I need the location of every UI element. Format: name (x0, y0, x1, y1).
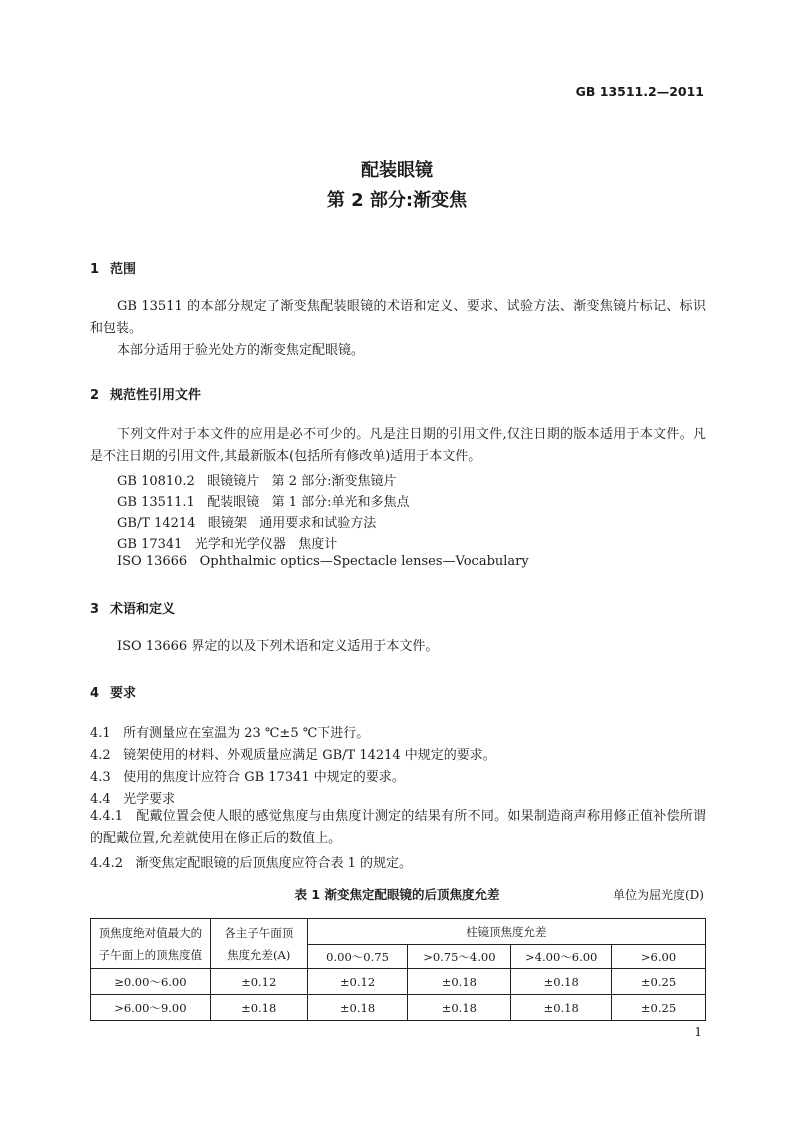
table-cell: ±0.18 (307, 995, 408, 1021)
section-number: 1 (90, 262, 100, 277)
reference-item: GB 17341 光学和光学仪器 焦度计 (117, 537, 338, 552)
clause-4-2: 4.2 镜架使用的材料、外观质量应满足 GB/T 14214 中规定的要求。 (90, 748, 496, 763)
table-cell: ±0.18 (408, 969, 511, 995)
table-cell: ±0.12 (307, 969, 408, 995)
section-number: 3 (90, 602, 100, 617)
subheader-cell: >4.00～6.00 (511, 945, 612, 969)
table-cell: ±0.18 (408, 995, 511, 1021)
subheader-cell: >0.75～4.00 (408, 945, 511, 969)
section-1-heading (90, 258, 136, 277)
section-1-paragraph-1: GB 13511 的本部分规定了渐变焦配装眼镜的术语和定义、要求、试验方法、渐变焦镜片标记、标识和包装。 (90, 299, 706, 336)
page-number: 1 (694, 1025, 702, 1039)
table-cell: ≥0.00～6.00 (91, 969, 211, 995)
section-title: 要求 (110, 686, 137, 701)
reference-item: ISO 13666 Ophthalmic optics—Spectacle lenses—Vocabulary (117, 554, 529, 569)
section-3-heading (90, 598, 175, 617)
document-title: 配装眼镜 (361, 160, 433, 181)
subheader-cell: >6.00 (612, 945, 706, 969)
reference-item: GB 10810.2 眼镜镜片 第 2 部分:渐变焦镜片 (117, 474, 397, 489)
section-title: 范围 (110, 262, 137, 277)
table-cell: ±0.12 (210, 969, 307, 995)
document-subtitle: 第 2 部分:渐变焦 (326, 190, 468, 211)
section-title: 术语和定义 (110, 602, 176, 617)
table-cell: ±0.18 (210, 995, 307, 1021)
clause-4-1: 4.1 所有测量应在室温为 23 ℃±5 ℃下进行。 (90, 726, 370, 741)
table-cell: ±0.18 (511, 995, 612, 1021)
section-title: 规范性引用文件 (110, 388, 202, 403)
section-number: 4 (90, 686, 100, 701)
clause-4-4-1: 4.4.1 配戴位置会使人眼的感觉焦度与由焦度计测定的结果有所不同。如果制造商声称用修正值补偿所谓的配戴位置,允差就使用在修正后的数值上。 (90, 809, 706, 846)
table-unit: 单位为屈光度(D) (613, 888, 704, 902)
clause-4-4: 4.4 光学要求 (90, 792, 176, 807)
header-text: 顶焦度绝对值最大的 (98, 925, 203, 940)
section-2-intro: 下列文件对于本文件的应用是必不可少的。凡是注日期的引用文件,仅注日期的版本适用于本文件。凡是不注日期的引用文件,其最新版本(包括所有修改单)适用于本文件。 (90, 427, 706, 464)
section-number: 2 (90, 388, 100, 403)
clause-4-3: 4.3 使用的焦度计应符合 GB 17341 中规定的要求。 (90, 770, 405, 785)
table-cell: ±0.18 (511, 969, 612, 995)
reference-item: GB 13511.1 配装眼镜 第 1 部分:单光和多焦点 (117, 495, 410, 510)
header-vertex-power (91, 919, 211, 969)
header-text: 焦度允差(A) (227, 947, 291, 962)
table-cell: >6.00～9.00 (91, 995, 211, 1021)
table-row (91, 995, 706, 1021)
table-header-row (91, 919, 706, 945)
header-text: 各主子午面顶 (224, 925, 294, 940)
table-cell: ±0.25 (612, 995, 706, 1021)
subheader-cell: 0.00～0.75 (307, 945, 408, 969)
reference-item: GB/T 14214 眼镜架 通用要求和试验方法 (117, 516, 377, 531)
table-caption: 表 1 渐变焦定配眼镜的后顶焦度允差 (294, 887, 500, 902)
section-1-paragraph-2: 本部分适用于验光处方的渐变焦定配眼镜。 (117, 343, 365, 358)
section-4-heading (90, 682, 136, 701)
header-cylinder-tolerance: 柱镜顶焦度允差 (307, 919, 705, 945)
table-row (91, 969, 706, 995)
clause-4-4-2: 4.4.2 渐变焦定配眼镜的后顶焦度应符合表 1 的规定。 (90, 856, 413, 871)
tolerance-table (90, 918, 706, 1021)
header-text: 子午面上的顶焦度值 (98, 947, 203, 962)
table-cell: ±0.25 (612, 969, 706, 995)
section-3-paragraph: ISO 13666 界定的以及下列术语和定义适用于本文件。 (117, 639, 439, 654)
section-2-heading (90, 384, 201, 403)
header-meridian-tolerance (210, 919, 307, 969)
standard-number: GB 13511.2—2011 (575, 84, 704, 99)
